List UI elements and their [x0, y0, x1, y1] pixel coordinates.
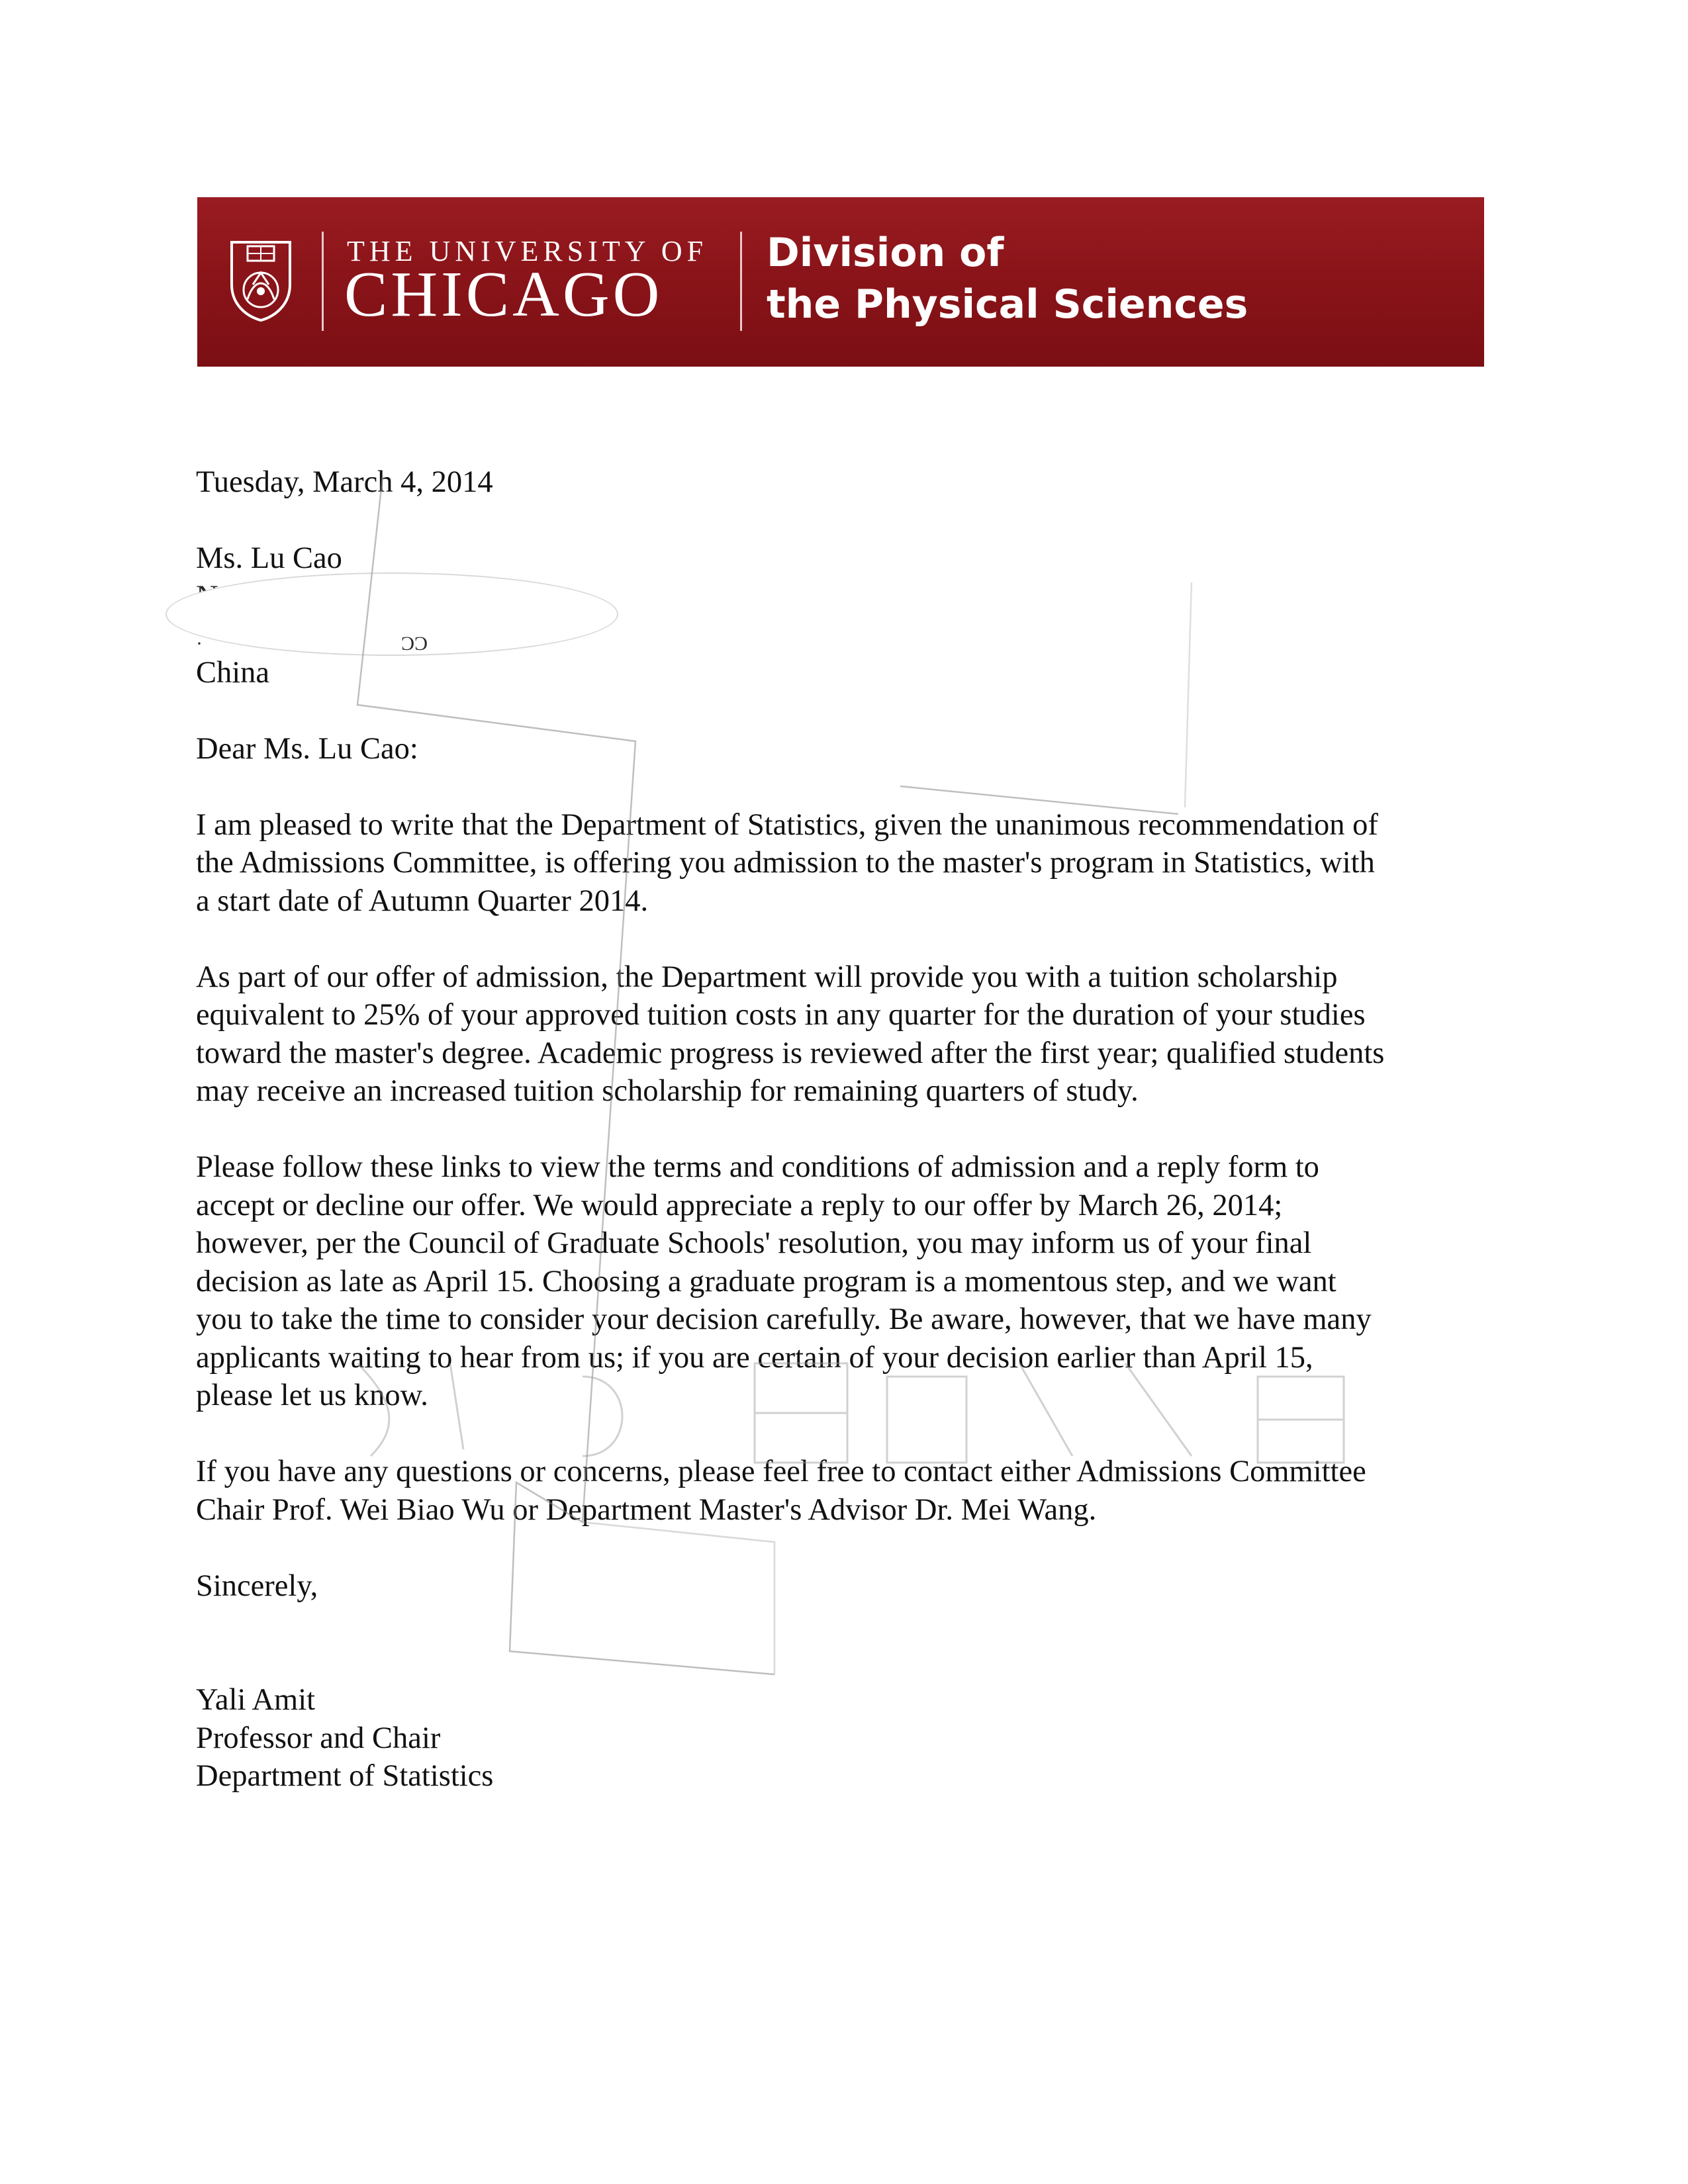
- address-fragment: · ƆƆ: [196, 633, 428, 655]
- paragraph-1: [196, 806, 1493, 921]
- paragraph-4: [196, 1453, 1493, 1529]
- paragraph-line: however, per the Council of Graduate Schools' resolution, you may inform us of your final: [196, 1226, 1312, 1260]
- division-name-line2: the Physical Sciences: [767, 281, 1248, 328]
- paragraph-line: I am pleased to write that the Department of Statistics, given the unanimous recommendation of: [196, 807, 1378, 842]
- paragraph-line: As part of our offer of admission, the Department will provide you with a tuition scholarship: [196, 960, 1338, 994]
- signature-block: [196, 1681, 1493, 1796]
- letter-body: [196, 463, 1493, 1796]
- recipient-country: China: [196, 655, 270, 690]
- university-name-line1: THE UNIVERSITY OF: [347, 235, 708, 267]
- recipient-address-redacted: [196, 615, 1493, 654]
- recipient-name: Ms. Lu Cao: [196, 541, 342, 575]
- university-name-line2: CHICAGO: [344, 259, 663, 330]
- paragraph-line: toward the master's degree. Academic progress is reviewed after the first year; qualified students: [196, 1036, 1385, 1070]
- banner-divider: [322, 232, 324, 331]
- university-crest-icon: [228, 238, 294, 323]
- salutation: Dear Ms. Lu Cao:: [196, 731, 418, 766]
- paragraph-line: may receive an increased tuition scholarship for remaining quarters of study.: [196, 1074, 1139, 1108]
- paragraph-line: equivalent to 25% of your approved tuition costs in any quarter for the duration of your studies: [196, 998, 1366, 1032]
- paragraph-line: If you have any questions or concerns, please feel free to contact either Admissions Committee: [196, 1455, 1366, 1488]
- paragraph-line: accept or decline our offer. We would appreciate a reply to our offer by March 26, 2014;: [196, 1188, 1283, 1222]
- paragraph-line: Chair Prof. Wei Biao Wu or Department Master's Advisor Dr. Mei Wang.: [196, 1492, 1097, 1527]
- division-name-line1: Division of: [767, 230, 1004, 276]
- paragraph-line: applicants waiting to hear from us; if you are certain of your decision earlier than April 15,: [196, 1340, 1313, 1375]
- paragraph-line: decision as late as April 15. Choosing a graduate program is a momentous step, and we want: [196, 1264, 1336, 1298]
- signatory-title: Professor and Chair: [196, 1721, 441, 1755]
- paragraph-line: a start date of Autumn Quarter 2014.: [196, 884, 649, 918]
- paragraph-line: you to take the time to consider your decision carefully. Be aware, however, that we have many: [196, 1302, 1372, 1336]
- recipient-address-redacted: [196, 578, 1493, 616]
- closing: Sincerely,: [196, 1569, 318, 1603]
- university-banner: [197, 197, 1484, 367]
- letter-date: Tuesday, March 4, 2014: [196, 465, 493, 499]
- paragraph-3: [196, 1148, 1493, 1415]
- paragraph-line: the Admissions Committee, is offering you admission to the master's program in Statistics, with: [196, 846, 1375, 880]
- paragraph-2: [196, 958, 1493, 1111]
- banner-divider: [740, 232, 742, 331]
- signatory-name: Yali Amit: [196, 1683, 316, 1717]
- signatory-department: Department of Statistics: [196, 1759, 494, 1793]
- paragraph-line: Please follow these links to view the terms and conditions of admission and a reply form to: [196, 1150, 1319, 1184]
- paragraph-line: please let us know.: [196, 1379, 428, 1412]
